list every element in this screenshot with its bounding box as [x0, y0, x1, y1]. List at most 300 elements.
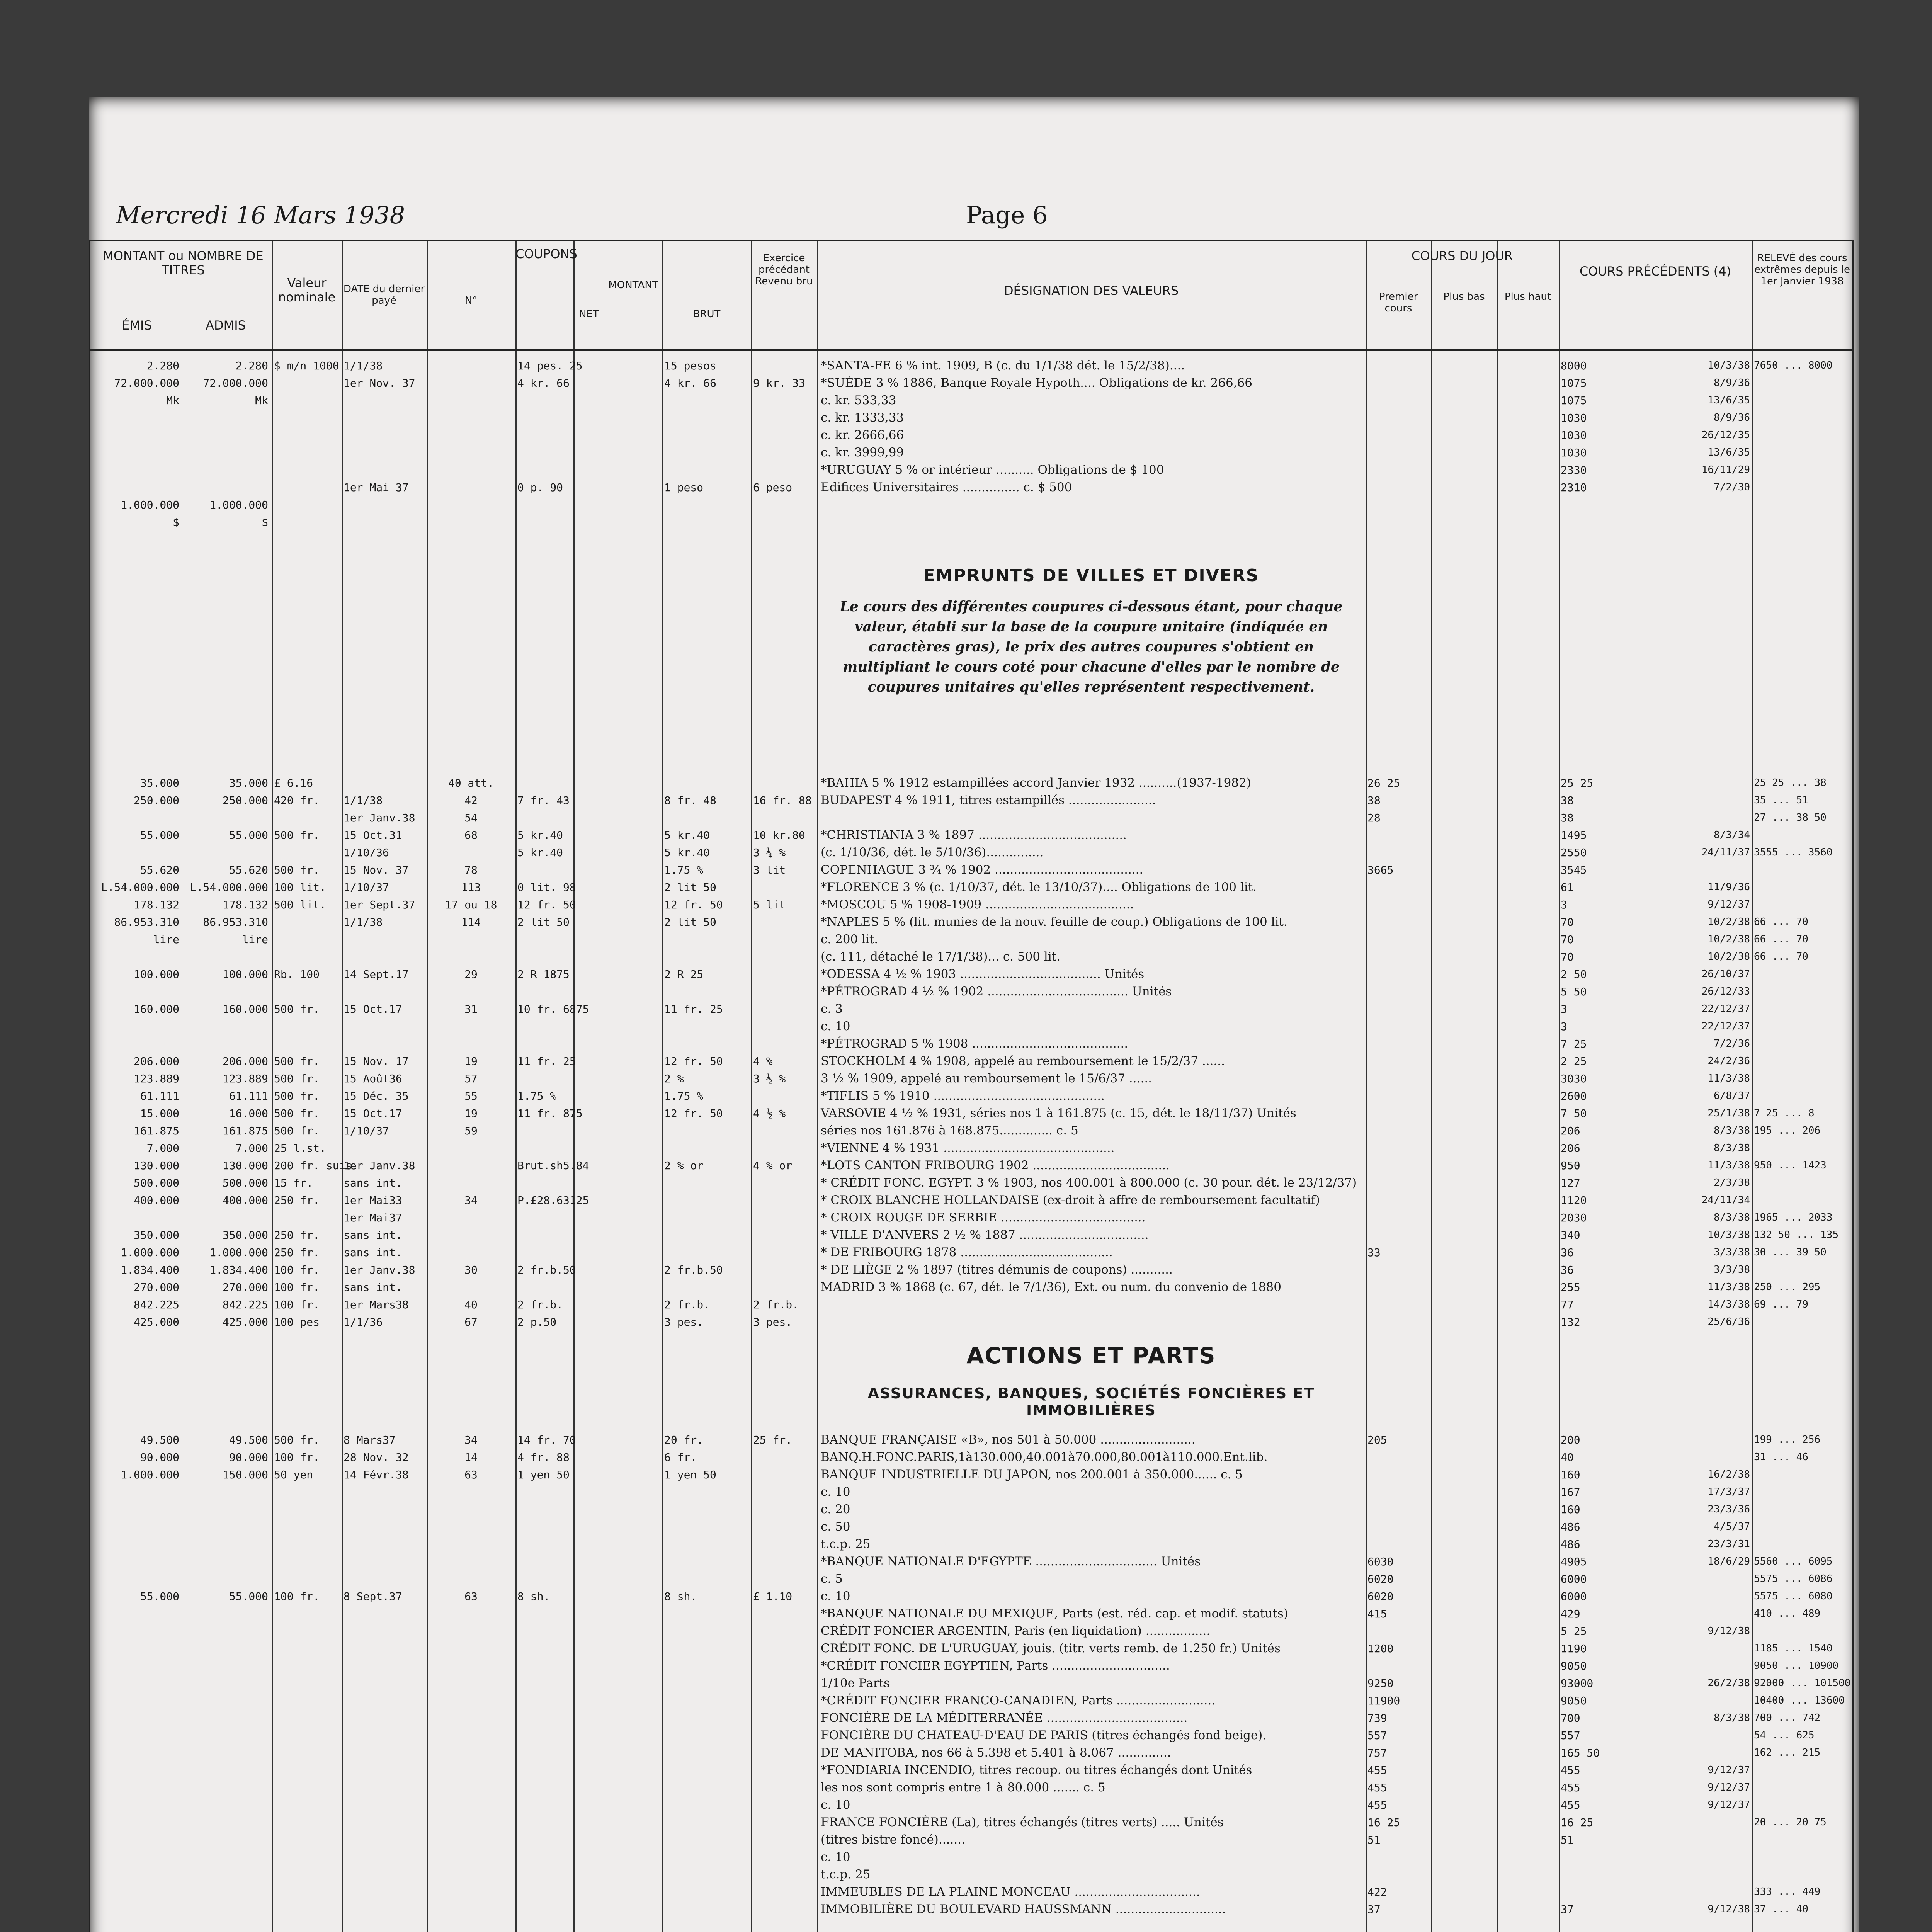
table-cell: 3/3/38	[1714, 1247, 1750, 1258]
table-cell: 127	[1561, 1177, 1580, 1189]
table-cell	[517, 1070, 660, 1087]
table-cell: 350.000	[133, 1229, 179, 1242]
table-cell	[1754, 409, 1850, 427]
quotation-table	[89, 240, 1854, 1932]
table-cell: 2 lit 50	[664, 916, 716, 929]
table-cell	[429, 1174, 514, 1192]
table-cell: 1.75 %	[517, 1090, 557, 1102]
table-cell	[1667, 1657, 1750, 1675]
table-cell	[753, 1709, 815, 1727]
table-cell: COPENHAGUE 3 ¾ % 1902 .......................................	[821, 863, 1143, 877]
table-cell: 100 fr.	[274, 1264, 320, 1276]
table-cell: £ 1.10	[753, 1590, 793, 1603]
table-cell	[821, 496, 1362, 514]
table-cell: *PÉTROGRAD 5 % 1908 .........................................	[821, 1037, 1128, 1051]
table-cell	[1367, 392, 1429, 409]
table-cell	[344, 1035, 425, 1053]
table-cell	[429, 1536, 514, 1553]
table-cell: 61.111	[229, 1090, 268, 1102]
table-cell	[753, 879, 815, 896]
table-cell: 12 fr. 50	[664, 1107, 723, 1120]
table-cell	[344, 1518, 425, 1536]
table-cell	[1667, 1727, 1750, 1744]
table-cell: 842.225	[222, 1298, 268, 1311]
table-cell	[753, 496, 815, 514]
table-cell: BANQUE FRANÇAISE «B», nos 501 à 50.000 .........................	[821, 1433, 1196, 1447]
emprunts-note: Le cours des différentes coupures ci-dessous étant, pour chaque valeur, établi sur la base de la coupure unitaire (indiquée en caractères gras), le prix des autres coupures s'obtient en multipliant le cours coté pour chacune d'elles par le nombre de coupures unitaires qu'elles représentent respectivement.	[840, 599, 1343, 695]
table-cell	[821, 809, 1362, 827]
table-cell	[517, 1762, 660, 1779]
table-cell: 1190	[1561, 1642, 1587, 1655]
block1-releve-column	[1754, 357, 1850, 531]
table-cell: 26/2/38	[1708, 1677, 1750, 1689]
table-cell	[1667, 1640, 1750, 1657]
table-cell	[664, 1518, 749, 1536]
table-cell	[274, 1035, 340, 1053]
table-cell: 422	[1367, 1886, 1387, 1898]
col-designation: DÉSIGNATION DES VALEURS	[1003, 283, 1179, 298]
table-cell: c. kr. 533,33	[821, 393, 896, 407]
col-premier: Premier cours	[1379, 291, 1418, 314]
block1-net-column	[517, 357, 660, 531]
table-cell	[274, 1657, 340, 1675]
table-cell	[1367, 1209, 1429, 1226]
table-cell	[94, 1640, 179, 1657]
table-cell	[94, 1675, 179, 1692]
table-cell	[1367, 1261, 1429, 1279]
table-cell	[274, 496, 340, 514]
table-cell	[517, 1744, 660, 1762]
table-cell: 340	[1561, 1229, 1580, 1242]
table-cell: 350.000	[222, 1229, 268, 1242]
table-cell: 199 ... 256	[1754, 1434, 1821, 1446]
table-cell	[1667, 809, 1750, 827]
table-cell: 3 lit	[753, 864, 786, 876]
table-cell: 1030	[1561, 446, 1587, 459]
table-cell	[1754, 1779, 1850, 1796]
table-cell	[1561, 1883, 1638, 1901]
table-cell	[753, 1831, 815, 1849]
col-cours-precedents: COURS PRÉCÉDENTS (4)	[1579, 264, 1731, 279]
table-cell: c. 50	[821, 1520, 850, 1534]
table-cell	[1754, 392, 1850, 409]
table-cell	[344, 1779, 425, 1796]
table-cell: 400.000	[222, 1194, 268, 1207]
table-cell: 557	[1367, 1729, 1387, 1742]
table-cell: FONCIÈRE DE LA MÉDITERRANÉE .....................................	[821, 1711, 1188, 1725]
table-cell: c. kr. 2666,66	[821, 428, 904, 442]
table-cell	[517, 774, 660, 792]
table-cell: * CROIX ROUGE DE SERBIE ......................................	[821, 1211, 1146, 1225]
table-cell: 4 % or	[753, 1159, 793, 1172]
table-cell	[344, 1762, 425, 1779]
table-cell	[517, 1518, 660, 1536]
table-cell: 1 peso	[664, 481, 704, 494]
table-cell	[183, 1831, 268, 1849]
table-cell	[517, 392, 660, 409]
table-cell	[517, 1901, 660, 1918]
table-cell: 6 fr.	[664, 1451, 697, 1464]
table-cell	[94, 948, 179, 966]
table-cell	[183, 1883, 268, 1901]
table-cell: 455	[1367, 1799, 1387, 1811]
table-cell	[429, 1831, 514, 1849]
table-cell	[1754, 461, 1850, 479]
table-cell	[183, 1918, 268, 1932]
table-cell: 486	[1561, 1520, 1580, 1533]
table-cell: 9/12/37	[1708, 1799, 1750, 1811]
table-cell	[664, 774, 749, 792]
table-cell: 425.000	[222, 1316, 268, 1328]
table-cell: VARSOVIE 4 ½ % 1931, séries nos 1 à 161.875 (c. 15, dét. le 18/11/37) Unités	[821, 1106, 1296, 1120]
table-cell	[664, 1796, 749, 1814]
table-cell	[753, 1675, 815, 1692]
table-cell	[1367, 966, 1429, 983]
table-cell	[753, 1657, 815, 1675]
table-cell	[664, 1727, 749, 1744]
table-cell: 160	[1561, 1468, 1580, 1481]
table-cell: 2 lit 50	[664, 881, 716, 894]
table-cell: 15 Oct.17	[344, 1107, 402, 1120]
table-cell: 205	[1367, 1434, 1387, 1446]
table-cell	[183, 1814, 268, 1831]
table-cell: 1030	[1561, 429, 1587, 442]
table-cell: 10/2/38	[1708, 951, 1750, 963]
table-cell: DE MANITOBA, nos 66 à 5.398 et 5.401 à 8.067 ..............	[821, 1746, 1171, 1760]
table-cell: 70	[1561, 951, 1574, 963]
table-cell	[94, 1483, 179, 1501]
block3-releve-column	[1754, 1431, 1850, 1932]
table-cell: L.54.000.000	[101, 881, 179, 894]
table-cell: 842.225	[133, 1298, 179, 1311]
table-cell: 8/3/38	[1714, 1212, 1750, 1223]
table-cell: 162 ... 215	[1754, 1747, 1821, 1759]
col-rule	[1366, 241, 1367, 1932]
table-cell: 49.500	[140, 1434, 179, 1446]
table-cell: 11/9/36	[1708, 881, 1750, 893]
table-cell	[1367, 1087, 1429, 1105]
table-cell: * DE LIÈGE 2 % 1897 (titres démunis de coupons) ...........	[821, 1263, 1173, 1277]
table-cell	[517, 1692, 660, 1709]
table-cell	[344, 1018, 425, 1035]
table-cell: 206.000	[222, 1055, 268, 1068]
table-cell	[1367, 1053, 1429, 1070]
table-cell	[94, 1866, 179, 1883]
table-cell: 100 fr.	[274, 1590, 320, 1603]
table-cell	[183, 1866, 268, 1883]
table-cell	[1367, 496, 1429, 514]
table-cell: 1.75 %	[664, 1090, 704, 1102]
table-cell	[94, 1692, 179, 1709]
table-cell	[753, 1762, 815, 1779]
table-cell	[753, 1000, 815, 1018]
table-cell: 42	[464, 794, 478, 807]
table-cell: 77	[1561, 1298, 1574, 1311]
table-cell: 3 ¼ %	[753, 846, 786, 859]
table-cell: 557	[1561, 1729, 1580, 1742]
block2-premier-column	[1367, 774, 1429, 1331]
table-cell	[429, 1883, 514, 1901]
table-cell: 1er Mai37	[344, 1211, 402, 1224]
table-cell	[753, 1640, 815, 1657]
table-cell: 37 ... 40	[1754, 1903, 1808, 1915]
table-cell	[274, 1570, 340, 1588]
table-cell: 5 kr.40	[517, 846, 563, 859]
table-cell	[517, 1279, 660, 1296]
table-cell: *CRÉDIT FONCIER EGYPTIEN, Parts ...............................	[821, 1659, 1170, 1673]
table-cell: * DE FRIBOURG 1878 ........................................	[821, 1245, 1113, 1259]
table-cell: 31 ... 46	[1754, 1451, 1808, 1463]
table-cell: 165 50	[1561, 1747, 1600, 1759]
table-cell: 130.000	[133, 1159, 179, 1172]
table-cell	[664, 1139, 749, 1157]
table-cell: 11 fr. 25	[517, 1055, 576, 1068]
table-cell: 8 sh.	[664, 1590, 697, 1603]
table-cell: 22/12/37	[1701, 1003, 1750, 1015]
table-cell: 86.953.310	[203, 916, 268, 929]
table-cell	[1667, 1918, 1750, 1932]
table-cell	[94, 1744, 179, 1762]
table-cell: 100 pes	[274, 1316, 320, 1328]
table-cell: 2 lit 50	[517, 916, 570, 929]
table-cell	[664, 983, 749, 1000]
table-cell: 950	[1561, 1159, 1580, 1172]
table-cell: 31	[464, 1003, 478, 1015]
table-cell: 2 p.50	[517, 1316, 557, 1328]
table-cell	[344, 1553, 425, 1570]
table-cell	[753, 1518, 815, 1536]
table-cell	[1754, 1192, 1850, 1209]
table-cell: 2330	[1561, 464, 1587, 476]
table-cell	[94, 1814, 179, 1831]
table-cell	[1754, 1831, 1850, 1849]
table-cell: 57	[464, 1072, 478, 1085]
table-cell: 3545	[1561, 864, 1587, 876]
table-cell: 2 fr.b.	[517, 1298, 563, 1311]
table-cell	[1367, 1192, 1429, 1209]
table-cell: 55.000	[140, 1590, 179, 1603]
table-cell: *URUGUAY 5 % or intérieur .......... Obligations de $ 100	[821, 463, 1164, 477]
table-cell: 51	[1367, 1833, 1381, 1846]
table-cell	[1367, 1000, 1429, 1018]
table-cell	[753, 1570, 815, 1588]
table-cell	[274, 1536, 340, 1553]
table-cell	[517, 1796, 660, 1814]
table-cell: 68	[464, 829, 478, 842]
table-cell	[1754, 1139, 1850, 1157]
table-cell	[664, 1209, 749, 1226]
block1-rev-column	[753, 357, 815, 531]
table-cell	[821, 1313, 1362, 1331]
table-cell: 27 ... 38 50	[1754, 812, 1827, 823]
table-cell: les nos sont compris entre 1 à 80.000 ....... c. 5	[821, 1781, 1105, 1794]
table-cell	[429, 1501, 514, 1518]
table-cell: 51	[1561, 1833, 1574, 1846]
table-cell	[664, 1122, 749, 1139]
block3-brut-column	[664, 1431, 749, 1932]
table-cell	[1754, 1918, 1850, 1932]
table-cell	[517, 1849, 660, 1866]
table-cell: 38	[1561, 811, 1574, 824]
col-rule	[1497, 241, 1498, 1932]
table-cell: $	[173, 516, 179, 529]
table-cell: 11/3/38	[1708, 1281, 1750, 1293]
table-cell: 12 fr. 50	[664, 1055, 723, 1068]
table-cell	[1667, 1849, 1750, 1866]
table-cell	[344, 1849, 425, 1866]
block2-brut-column	[664, 774, 749, 1331]
table-cell: 410 ... 489	[1754, 1608, 1821, 1619]
table-cell	[1754, 1261, 1850, 1279]
table-cell: 8 Mars37	[344, 1434, 396, 1446]
table-cell	[274, 1901, 340, 1918]
table-cell	[344, 1605, 425, 1622]
table-cell: 6030	[1367, 1555, 1394, 1568]
table-cell	[1754, 1849, 1850, 1866]
table-cell	[664, 1018, 749, 1035]
table-cell	[94, 1779, 179, 1796]
table-cell: 5575 ... 6080	[1754, 1590, 1833, 1602]
table-cell: 100 fr.	[274, 1298, 320, 1311]
table-cell: 19	[464, 1107, 478, 1120]
table-cell	[183, 1622, 268, 1640]
table-cell	[183, 844, 268, 861]
table-cell: 2.280	[235, 359, 268, 372]
table-cell: 500 fr.	[274, 1072, 320, 1085]
table-cell: 4 kr. 66	[664, 377, 716, 389]
table-cell	[344, 514, 425, 531]
table-cell: 12 fr. 50	[664, 898, 723, 911]
table-cell	[1367, 357, 1429, 374]
table-cell: 34	[464, 1434, 478, 1446]
table-cell	[517, 1501, 660, 1518]
table-cell: 3 ½ %	[753, 1072, 786, 1085]
table-cell	[344, 983, 425, 1000]
table-cell: 123.889	[222, 1072, 268, 1085]
table-cell: *SUÈDE 3 % 1886, Banque Royale Hypoth.... Obligations de kr. 266,66	[821, 376, 1253, 390]
table-cell	[664, 1709, 749, 1727]
table-cell	[1667, 1744, 1750, 1762]
table-cell	[94, 1762, 179, 1779]
table-cell: 86.953.310	[114, 916, 179, 929]
table-cell	[517, 1122, 660, 1139]
table-cell: 8/3/38	[1714, 1712, 1750, 1724]
table-cell: 1/1/38	[344, 359, 383, 372]
table-cell: 1er Janv.38	[344, 1264, 415, 1276]
table-cell: 132	[1561, 1316, 1580, 1328]
table-cell	[753, 1553, 815, 1570]
block2-releve-column	[1754, 774, 1850, 1331]
table-cell	[753, 1279, 815, 1296]
table-cell	[517, 1226, 660, 1244]
table-cell	[1367, 1501, 1429, 1518]
table-cell: 1/1/38	[344, 794, 383, 807]
table-cell	[753, 1483, 815, 1501]
table-cell: 8/9/36	[1714, 412, 1750, 423]
table-cell	[753, 774, 815, 792]
table-cell	[344, 1727, 425, 1744]
table-cell: 25/6/36	[1708, 1316, 1750, 1328]
table-cell	[664, 1918, 749, 1932]
table-cell	[183, 1605, 268, 1622]
table-cell: 15 Nov. 37	[344, 864, 409, 876]
table-cell	[183, 1209, 268, 1226]
table-cell: 333 ... 449	[1754, 1886, 1821, 1898]
table-cell	[1667, 1431, 1750, 1449]
table-cell: 206	[1561, 1124, 1580, 1137]
table-cell: 500 fr.	[274, 1124, 320, 1137]
table-cell	[274, 1553, 340, 1570]
table-cell	[344, 1918, 425, 1932]
table-cell	[274, 844, 340, 861]
table-cell: 10 fr. 6875	[517, 1003, 589, 1015]
table-cell	[517, 427, 660, 444]
table-cell	[274, 809, 340, 827]
table-cell	[429, 1518, 514, 1536]
table-cell	[429, 1762, 514, 1779]
table-cell: 4905	[1561, 1555, 1587, 1568]
table-cell: * VILLE D'ANVERS 2 ½ % 1887 ..................................	[821, 1228, 1149, 1242]
table-cell	[274, 1796, 340, 1814]
table-cell	[753, 1261, 815, 1279]
table-cell: 6020	[1367, 1590, 1394, 1603]
table-cell	[274, 461, 340, 479]
table-cell	[429, 1035, 514, 1053]
table-cell	[183, 1483, 268, 1501]
table-cell	[94, 1501, 179, 1518]
table-cell	[1367, 983, 1429, 1000]
table-cell: 11/3/38	[1708, 1073, 1750, 1084]
table-cell	[344, 427, 425, 444]
table-cell: 1er Sept.37	[344, 898, 415, 911]
table-cell: 7 25 ... 8	[1754, 1107, 1815, 1119]
block1-date-column	[344, 357, 425, 531]
table-cell: 5575 ... 6086	[1754, 1573, 1833, 1585]
table-cell	[664, 1226, 749, 1244]
table-cell	[274, 1675, 340, 1692]
table-cell	[94, 983, 179, 1000]
table-cell: 13/6/35	[1708, 395, 1750, 406]
table-cell	[664, 1744, 749, 1762]
table-cell	[1667, 1588, 1750, 1605]
table-cell	[429, 1866, 514, 1883]
table-cell	[753, 1622, 815, 1640]
table-cell	[344, 1901, 425, 1918]
table-cell	[274, 427, 340, 444]
table-cell: 15 Déc. 35	[344, 1090, 409, 1102]
table-cell: 1075	[1561, 377, 1587, 389]
table-cell: 29	[464, 968, 478, 981]
table-cell	[1367, 1866, 1429, 1883]
section-emprunts: EMPRUNTS DE VILLES ET DIVERS	[923, 566, 1259, 585]
table-cell: 1185 ... 1540	[1754, 1643, 1833, 1654]
table-cell	[1667, 1692, 1750, 1709]
table-cell: 425.000	[133, 1316, 179, 1328]
section-actions: ACTIONS ET PARTS	[966, 1342, 1216, 1369]
table-cell: 3555 ... 3560	[1754, 847, 1833, 858]
table-cell	[1667, 1866, 1750, 1883]
table-cell: c. 10	[821, 1019, 850, 1033]
table-cell	[664, 931, 749, 948]
table-cell: 16/2/38	[1708, 1469, 1750, 1480]
col-montant-coupon: MONTANT	[608, 279, 658, 291]
col-emis: ÉMIS	[122, 318, 152, 333]
table-cell	[429, 1675, 514, 1692]
block1-prec-column	[1561, 357, 1638, 531]
table-cell	[344, 948, 425, 966]
table-cell: 500 fr.	[274, 829, 320, 842]
table-cell: 1.834.400	[209, 1264, 268, 1276]
